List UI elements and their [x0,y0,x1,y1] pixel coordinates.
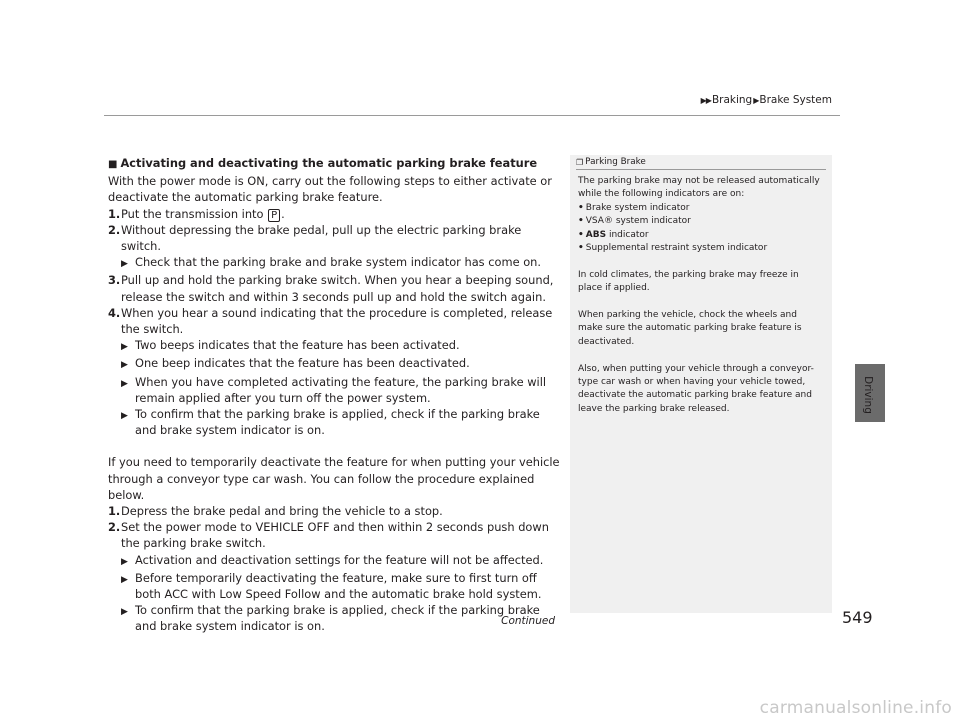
list-item: • VSA® system indicator [578,215,824,228]
chevron-icon: ▶ [753,95,759,105]
step2-1: 1. Depress the brake pedal and bring the vehicle to a stop. [108,504,443,519]
step-4-sub: ▶ One beep indicates that the feature has been deactivated. [108,355,560,373]
step2-2-sub: ▶ Activation and deactivation settings for the feature will not be affected. [108,552,560,570]
arrow-icon: ▶ [121,360,128,371]
double-chevron-icon: ▶▶ [700,95,711,105]
note-body [570,170,832,416]
page-number: 549 [842,608,873,627]
continued-label: Continued [501,615,555,627]
indicator-list [578,202,824,256]
note-header [576,157,826,170]
arrow-icon: ▶ [121,574,128,585]
note-title: Parking Brake [585,157,646,167]
list-item: • Supplemental restraint system indicator [578,242,824,255]
arrow-icon: ▶ [121,259,128,270]
intro-paragraph: With the power mode is ON, carry out the following steps to either activate or deactivate the automatic parking brake feature. [108,174,552,205]
arrow-icon: ▶ [121,556,128,567]
breadcrumb [701,94,832,106]
section-tab-label: Driving [862,376,874,414]
abs-label: ABS [585,229,607,240]
header-divider [104,115,840,116]
arrow-icon: ▶ [121,411,128,422]
main-content [108,155,560,635]
arrow-icon: ▶ [121,607,128,618]
step-4: 4. When you hear a sound indicating that the procedure is completed, release the switch. [108,305,553,337]
watermark: carmanualsonline.info [759,698,952,718]
list-item: • Brake system indicator [578,202,824,215]
step2-2-sub: ▶ To confirm that the parking brake is applied, check if the parking brake and brake system indicator is on. [121,603,540,634]
deactivation-paragraph: If you need to temporarily deactivate the feature for when putting your vehicle through a conveyor type car wash. You can follow the procedure explained below. [108,455,560,502]
breadcrumb-section[interactable]: Braking [711,94,753,106]
note-paragraph: Also, when putting your vehicle through a conveyor-type car wash or when having your vehicle towed, deactivate the automatic parking brake feature and leave the parking brake released. [578,363,814,414]
arrow-icon: ▶ [121,342,128,353]
side-note-panel [570,155,832,613]
section-heading: ■ Activating and deactivating the automatic parking brake feature [108,156,538,170]
step2-2-sub: ▶ Before temporarily deactivating the feature, make sure to first turn off both ACC with Low Speed Follow and the automatic brake hold system. [121,570,542,602]
step-4-sub: ▶ To confirm that the parking brake is applied, check if the parking brake and brake system indicator is on. [121,407,540,438]
step-2: 2. Without depressing the brake pedal, pull up the electric parking brake switch. [108,222,522,254]
note-paragraph: In cold climates, the parking brake may freeze in place if applied. [578,269,799,294]
gear-p-icon: P [268,209,280,222]
step-4-sub: ▶ Two beeps indicates that the feature has been activated. [108,337,560,355]
step-2-sub: ▶ Check that the parking brake and brake system indicator has come on. [108,254,560,272]
step2-2: 2. Set the power mode to VEHICLE OFF and then within 2 seconds push down the parking brake switch. [108,520,549,551]
note-paragraph: The parking brake may not be released automatically while the following indicators are on: [578,176,820,200]
arrow-icon: ▶ [121,378,128,389]
square-bullet-icon: ■ [108,159,118,170]
step-1: 1. Put the transmission into P . [108,206,285,221]
note-paragraph: When parking the vehicle, chock the wheels and make sure the automatic parking brake feature is deactivated. [578,310,802,347]
list-item: • ABS indicator [578,229,824,242]
reference-icon: ❐ [576,157,584,167]
breadcrumb-subsection[interactable]: Brake System [759,94,832,106]
step-3: 3. Pull up and hold the parking brake switch. When you hear a beeping sound, release the switch and within 3 seconds pull up and hold the switch again. [108,273,554,304]
step-4-sub: ▶ When you have completed activating the feature, the parking brake will remain applied after you turn off the power system. [121,374,547,405]
